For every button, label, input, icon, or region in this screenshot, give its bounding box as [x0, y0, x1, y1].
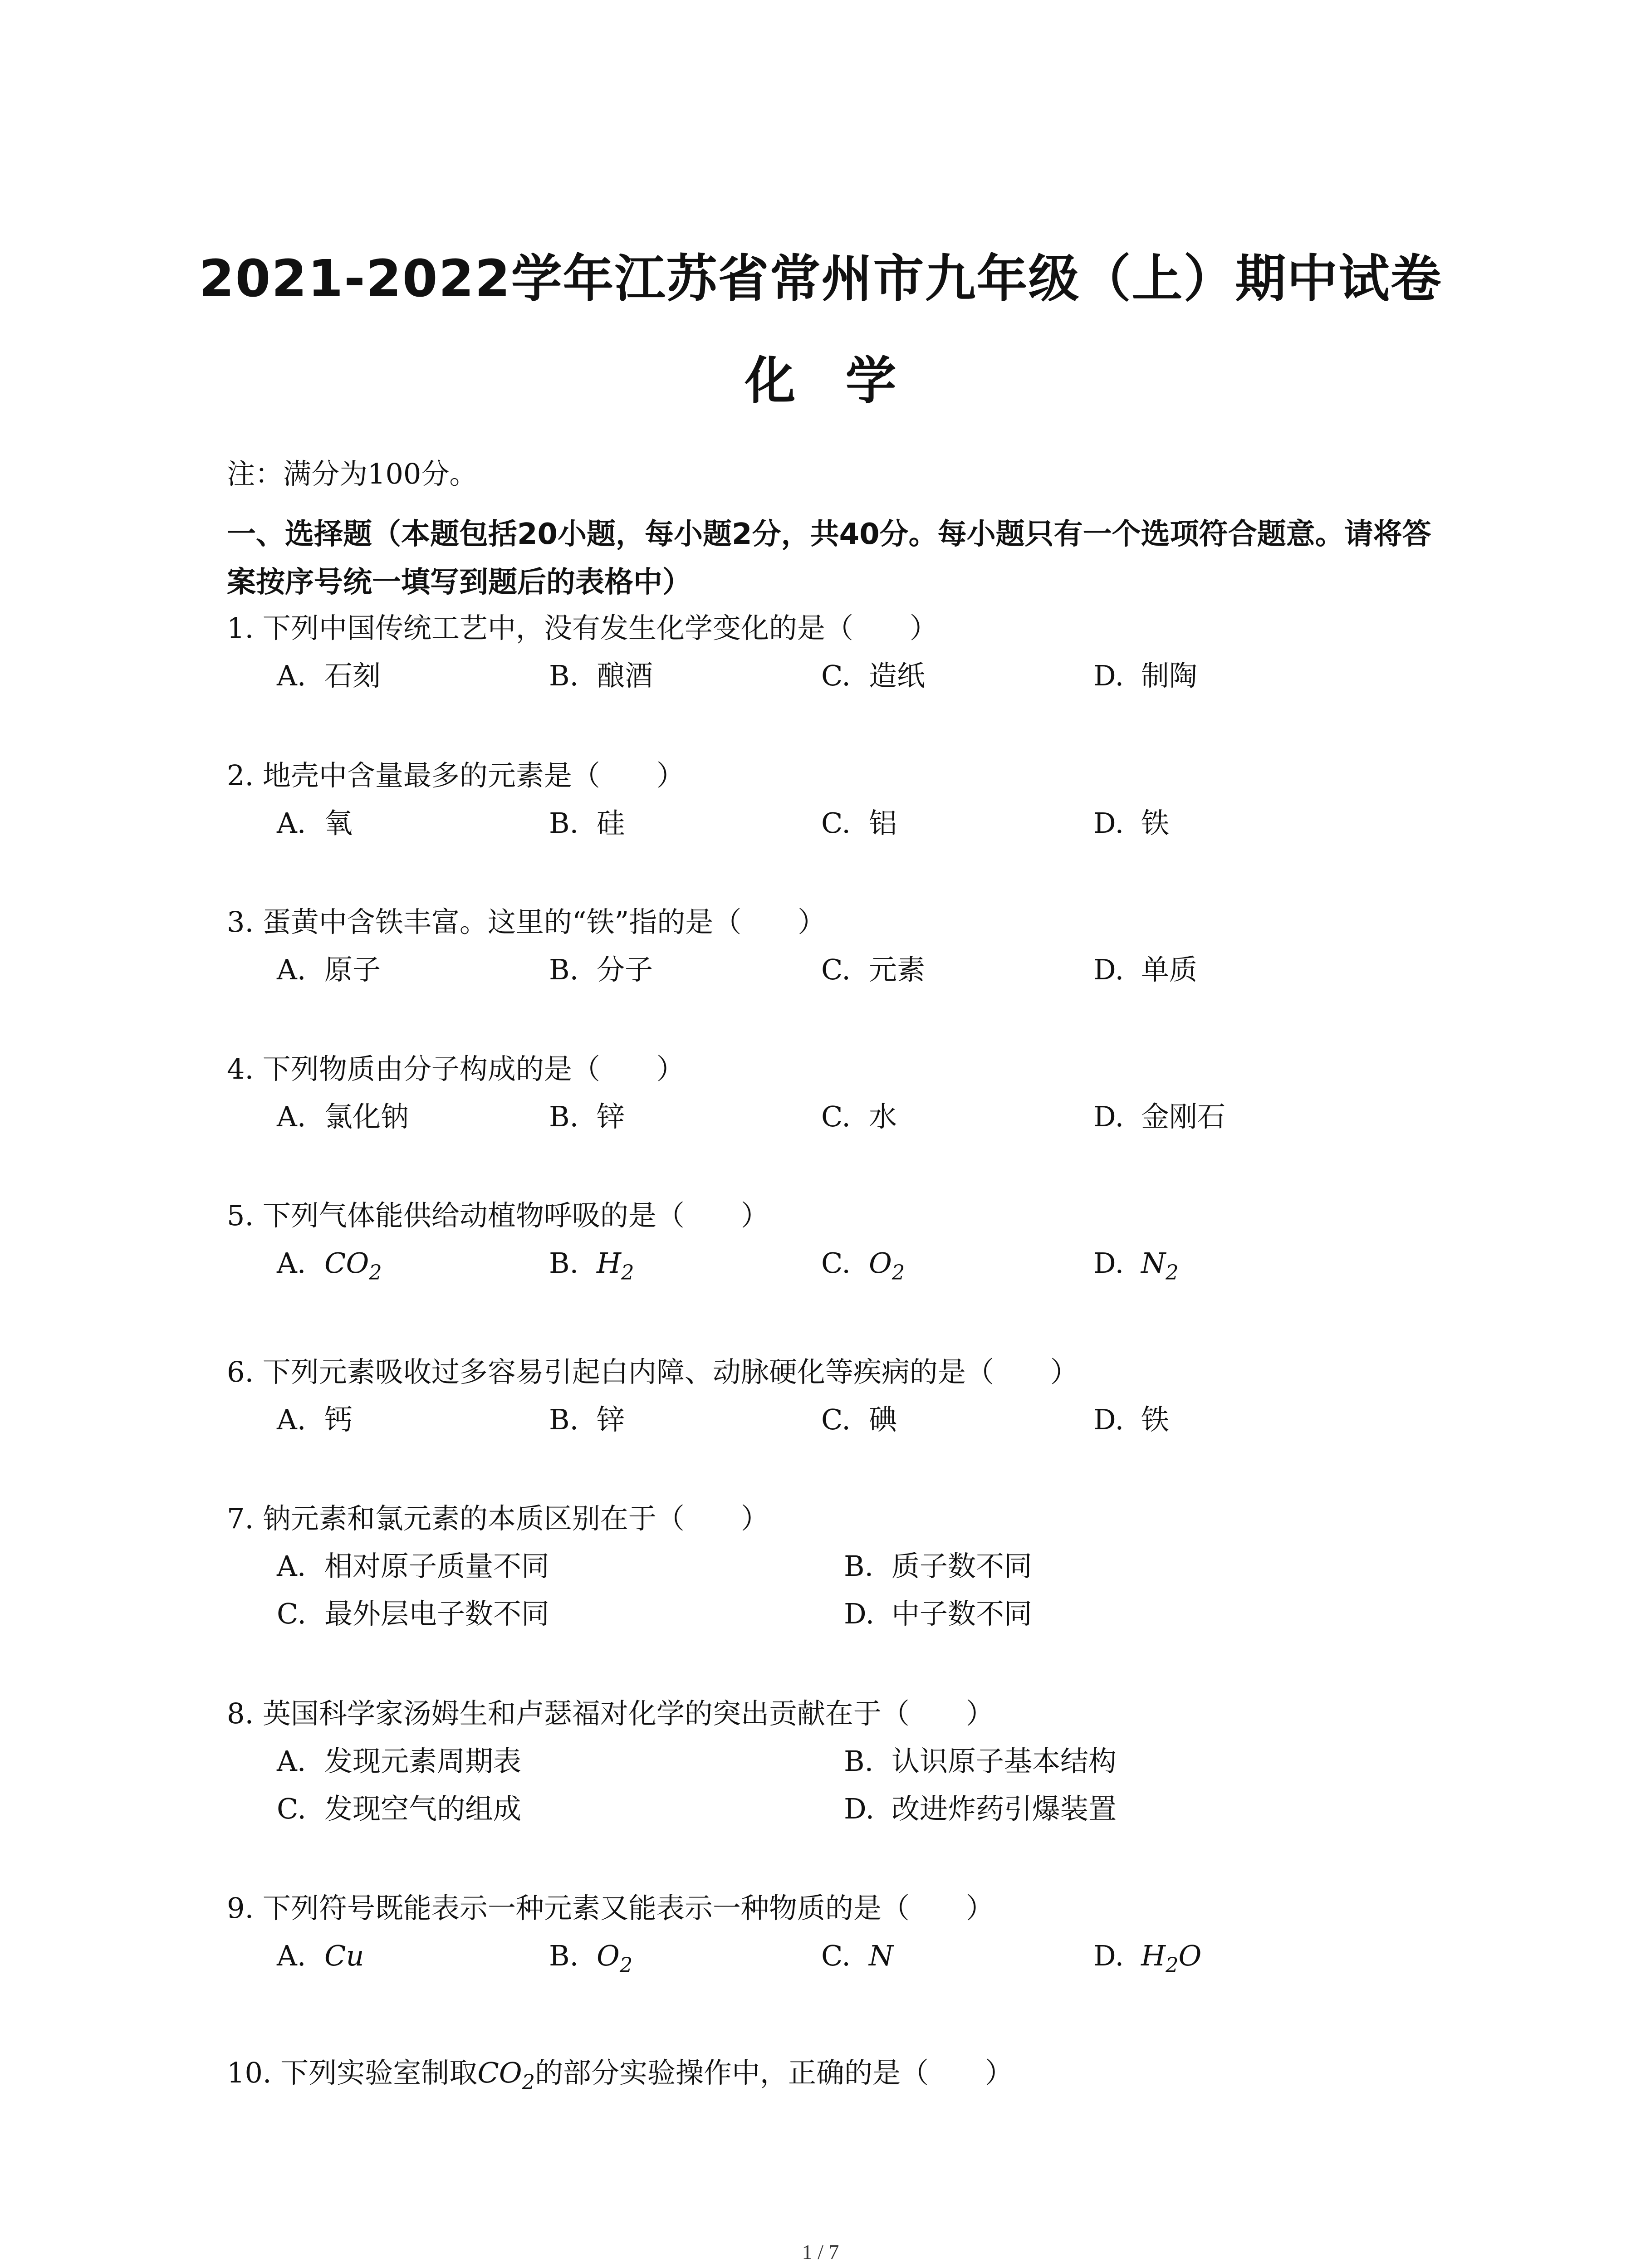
option-text: 原子 — [324, 953, 381, 986]
option-text: 最外层电子数不同 — [324, 1597, 550, 1630]
question-1 — [0, 610, 1641, 710]
option-c — [821, 1938, 893, 1974]
option-label: D. — [1093, 1939, 1124, 1972]
option-b — [549, 952, 653, 988]
formula-subscript: 2 — [621, 1261, 634, 1285]
option-label: B. — [844, 1745, 874, 1778]
option-label: B. — [549, 1939, 579, 1972]
option-b — [549, 1402, 625, 1438]
formula-subscript: 2 — [522, 2070, 535, 2094]
formula-co2 — [477, 2056, 535, 2094]
stem-text-end: 的部分实验操作中，正确的是（ ） — [535, 2056, 1014, 2089]
formula-base: O — [597, 1939, 620, 1972]
option-text: 认识原子基本结构 — [892, 1745, 1117, 1778]
option-d — [1093, 658, 1197, 694]
option-label: D. — [1093, 953, 1124, 986]
option-text: 发现空气的组成 — [324, 1792, 522, 1825]
option-d — [1093, 805, 1169, 841]
option-a — [277, 658, 381, 694]
option-label: D. — [844, 1792, 875, 1825]
option-label: B. — [549, 1246, 579, 1280]
option-b — [844, 1743, 1117, 1779]
page-number: 1 / 7 — [802, 2240, 839, 2263]
option-a — [277, 805, 353, 841]
option-text: 硅 — [597, 807, 625, 840]
option-label: C. — [821, 1939, 851, 1972]
option-d — [1093, 1938, 1201, 1983]
option-text: 相对原子质量不同 — [324, 1549, 550, 1583]
option-text: 金刚石 — [1141, 1100, 1226, 1133]
question-stem: 9. 下列符号既能表示一种元素又能表示一种物质的是（ ） — [227, 1892, 994, 1925]
option-label: C. — [821, 807, 851, 840]
option-text: 造纸 — [869, 659, 926, 692]
formula-base: H — [1141, 1939, 1166, 1972]
question-4 — [0, 1051, 1641, 1151]
option-d — [844, 1596, 1032, 1632]
option-label: C. — [277, 1792, 306, 1825]
option-label: A. — [277, 1100, 306, 1133]
option-label: D. — [1093, 1403, 1124, 1436]
option-a — [277, 1402, 353, 1438]
formula-base: CO — [324, 1246, 369, 1280]
option-a — [277, 952, 381, 988]
formula-subscript: 2 — [892, 1261, 905, 1285]
option-b — [549, 1938, 632, 1983]
option-label: D. — [844, 1597, 875, 1630]
option-a — [277, 1743, 521, 1779]
option-b — [844, 1548, 1032, 1584]
question-stem: 7. 钠元素和氯元素的本质区别在于（ ） — [227, 1502, 769, 1535]
option-text: 酿酒 — [597, 659, 653, 692]
stem-text-start: 10. 下列实验室制取 — [227, 2056, 478, 2089]
option-d — [844, 1791, 1117, 1827]
option-label: A. — [277, 1246, 306, 1280]
formula-o2 — [869, 1246, 905, 1285]
option-b — [549, 658, 653, 694]
option-b — [549, 1099, 625, 1135]
option-text: 铝 — [869, 807, 897, 840]
option-label: C. — [821, 1100, 851, 1133]
formula-h2o — [1141, 1939, 1202, 1977]
option-text: 钙 — [324, 1403, 353, 1436]
score-note: 注：满分为100分。 — [227, 457, 478, 490]
option-label: D. — [1093, 1246, 1124, 1280]
option-label: D. — [1093, 807, 1124, 840]
option-label: C. — [821, 953, 851, 986]
option-label: B. — [549, 1403, 579, 1436]
option-label: A. — [277, 1745, 306, 1778]
option-label: B. — [549, 807, 579, 840]
formula-subscript: 2 — [369, 1261, 382, 1285]
option-c — [277, 1596, 549, 1632]
option-c — [821, 952, 925, 988]
option-text: 分子 — [597, 953, 653, 986]
option-a — [277, 1245, 382, 1290]
question-stem: 4. 下列物质由分子构成的是（ ） — [227, 1052, 685, 1085]
formula-base: N — [869, 1939, 894, 1972]
formula-cu — [324, 1939, 364, 1972]
formula-base: CO — [477, 2056, 522, 2089]
option-text: 铁 — [1141, 807, 1170, 840]
option-text: 碘 — [869, 1403, 897, 1436]
option-label: C. — [277, 1597, 306, 1630]
option-text: 发现元素周期表 — [324, 1745, 522, 1778]
option-c — [821, 1099, 897, 1135]
question-3 — [0, 904, 1641, 1004]
option-label: B. — [549, 1100, 579, 1133]
formula-base: N — [1141, 1246, 1166, 1280]
option-b — [549, 805, 625, 841]
option-label: A. — [277, 807, 306, 840]
option-label: C. — [821, 1403, 851, 1436]
option-d — [1093, 1245, 1179, 1290]
formula-subscript: 2 — [1166, 1953, 1179, 1977]
option-label: C. — [821, 1246, 851, 1280]
question-9 — [0, 1890, 1641, 1990]
option-label: B. — [549, 953, 579, 986]
formula-base: H — [597, 1246, 622, 1280]
option-label: B. — [844, 1549, 874, 1583]
question-stem: 6. 下列元素吸收过多容易引起白内障、动脉硬化等疾病的是（ ） — [227, 1355, 1078, 1388]
option-c — [821, 1402, 897, 1438]
option-label: D. — [1093, 1100, 1124, 1133]
question-stem — [227, 2055, 1013, 2100]
question-stem: 5. 下列气体能供给动植物呼吸的是（ ） — [227, 1199, 769, 1232]
option-label: D. — [1093, 659, 1124, 692]
formula-o2 — [597, 1939, 633, 1977]
option-label: A. — [277, 1403, 306, 1436]
option-label: B. — [549, 659, 579, 692]
option-c — [277, 1791, 521, 1827]
option-c — [821, 805, 897, 841]
question-8 — [0, 1696, 1641, 1825]
question-stem: 3. 蛋黄中含铁丰富。这里的“铁”指的是（ ） — [227, 905, 826, 938]
formula-n — [869, 1939, 893, 1972]
option-label: A. — [277, 659, 306, 692]
option-c — [821, 1245, 905, 1290]
question-stem: 8. 英国科学家汤姆生和卢瑟福对化学的突出贡献在于（ ） — [227, 1697, 994, 1730]
option-text: 锌 — [597, 1100, 625, 1133]
option-text: 水 — [869, 1100, 897, 1133]
option-text: 制陶 — [1141, 659, 1198, 692]
question-5 — [0, 1198, 1641, 1297]
formula-h2 — [597, 1246, 634, 1285]
option-text: 氯化钠 — [324, 1100, 409, 1133]
option-text: 元素 — [869, 953, 926, 986]
option-a — [277, 1099, 409, 1135]
option-d — [1093, 1099, 1225, 1135]
option-text: 改进炸药引爆装置 — [892, 1792, 1117, 1825]
question-10 — [0, 2055, 1641, 2100]
formula-base: Cu — [324, 1939, 364, 1972]
option-text: 氧 — [324, 807, 353, 840]
option-b — [549, 1245, 634, 1290]
option-label: A. — [277, 1549, 306, 1583]
question-stem: 2. 地壳中含量最多的元素是（ ） — [227, 759, 685, 792]
question-stem: 1. 下列中国传统工艺中，没有发生化学变化的是（ ） — [227, 611, 938, 645]
formula-co2 — [324, 1246, 382, 1285]
option-c — [821, 658, 925, 694]
formula-subscript: 2 — [619, 1953, 633, 1977]
formula-subscript: 2 — [1166, 1261, 1179, 1285]
option-text: 单质 — [1141, 953, 1198, 986]
option-a — [277, 1548, 549, 1584]
option-a — [277, 1938, 364, 1974]
exam-title: 2021-2022学年江苏省常州市九年级（上）期中试卷 — [199, 249, 1442, 308]
subject-title: 化学 — [745, 352, 946, 411]
option-text: 铁 — [1141, 1403, 1170, 1436]
option-text: 石刻 — [324, 659, 381, 692]
section-heading: 一、选择题（本题包括20小题，每小题2分，共40分。每小题只有一个选项符合题意。请将答案按序号统一填写到题后的表格中） — [227, 518, 1431, 599]
question-7 — [0, 1501, 1641, 1630]
option-text: 锌 — [597, 1403, 625, 1436]
question-6 — [0, 1354, 1641, 1454]
option-label: A. — [277, 953, 306, 986]
option-label: A. — [277, 1939, 306, 1972]
option-label: C. — [821, 659, 851, 692]
formula-n2 — [1141, 1246, 1179, 1285]
option-text: 质子数不同 — [892, 1549, 1033, 1583]
option-d — [1093, 1402, 1169, 1438]
question-2 — [0, 758, 1641, 857]
option-text: 中子数不同 — [892, 1597, 1033, 1630]
formula-base: O — [869, 1246, 892, 1280]
formula-tail: O — [1178, 1939, 1202, 1972]
option-d — [1093, 952, 1197, 988]
